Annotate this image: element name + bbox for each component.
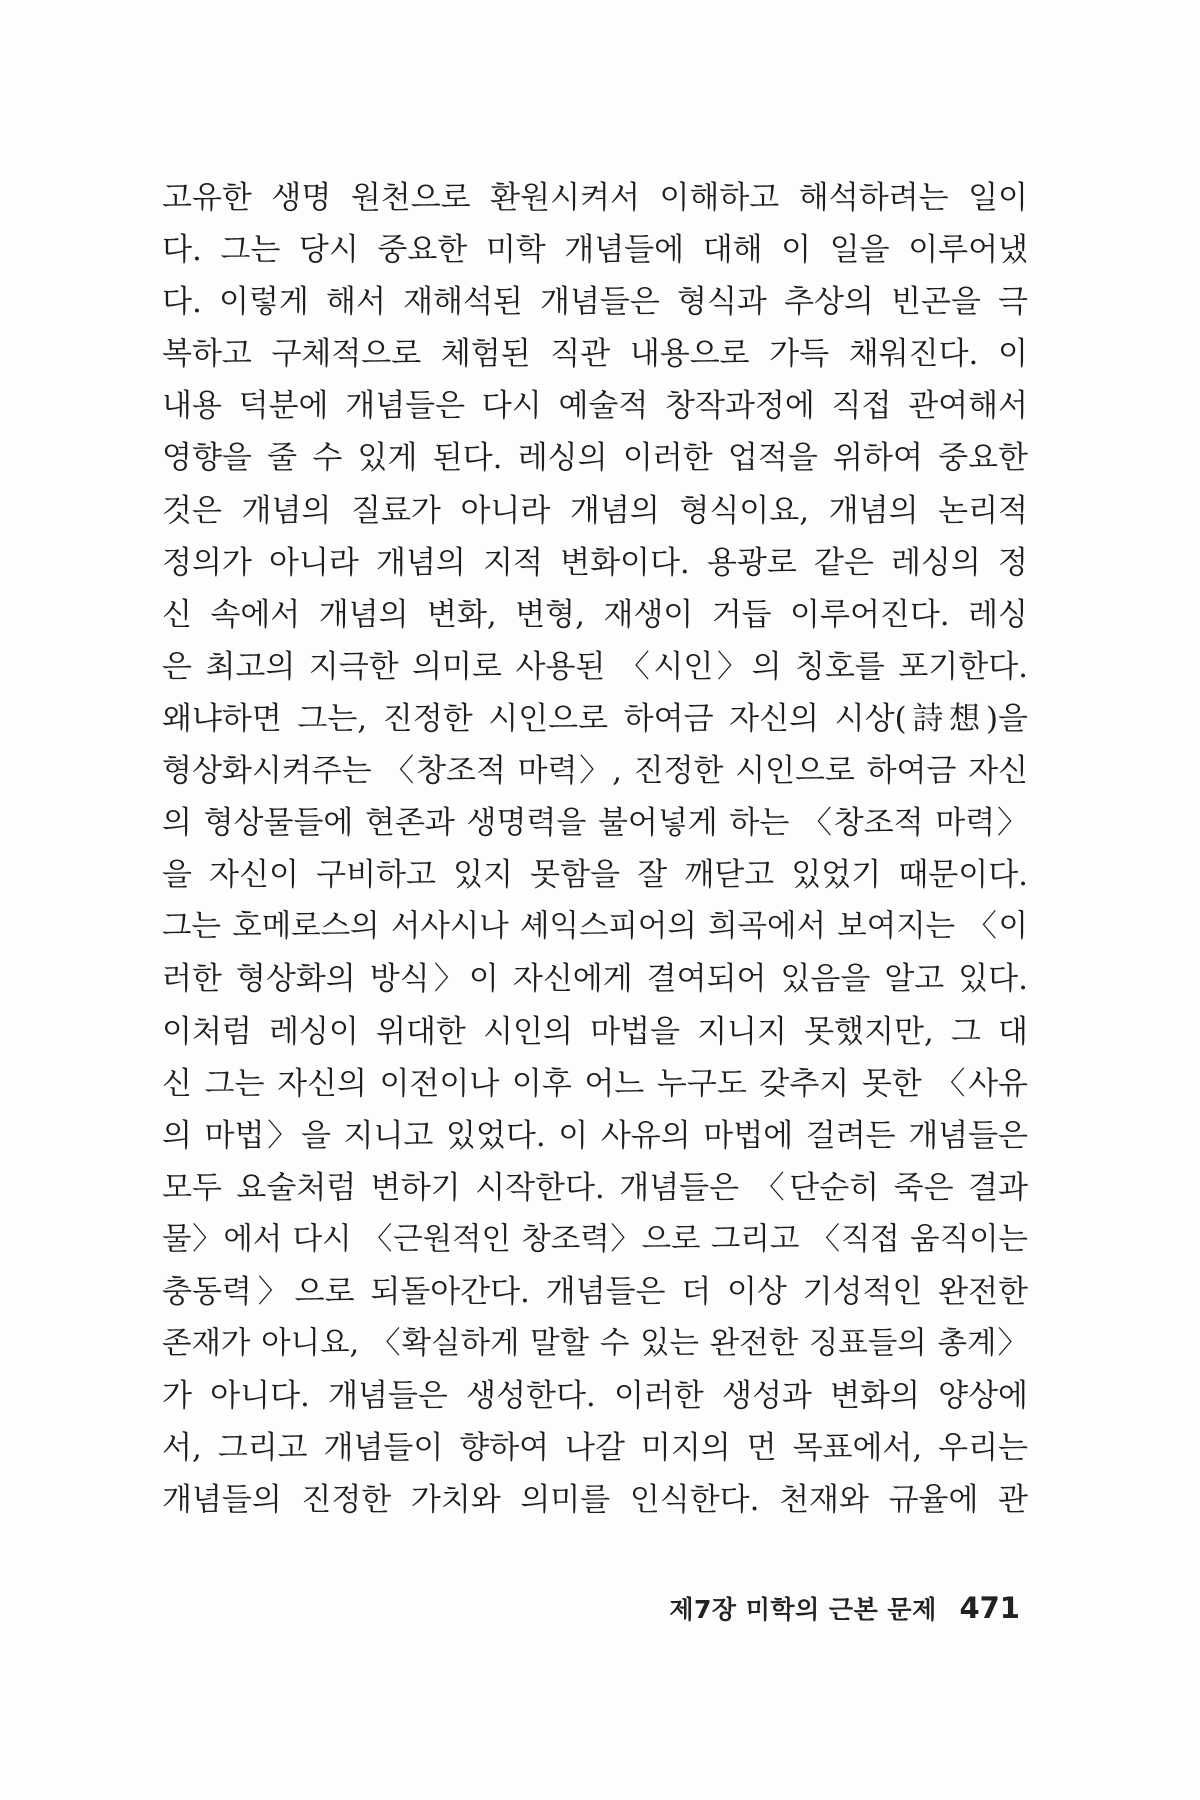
text-line: 왜냐하면 그는, 진정한 시인으로 하여금 자신의 시상(詩想)을 — [162, 700, 1028, 737]
text-line: 의 마법〉을 지니고 있었다. 이 사유의 마법에 걸려든 개념들은 — [162, 1117, 1028, 1154]
text-line: 존재가 아니요, 〈확실하게 말할 수 있는 완전한 징표들의 총계〉 — [162, 1326, 1028, 1362]
page-number: 471 — [959, 1591, 1020, 1625]
text-line: 그는 호메로스의 서사시나 셰익스피어의 희곡에서 보여지는 〈이 — [162, 909, 1028, 945]
text-line: 은 최고의 지극한 의미로 사용된 〈시인〉의 칭호를 포기한다. — [162, 648, 1028, 685]
text-line: 이처럼 레싱이 위대한 시인의 마법을 지니지 못했지만, 그 대 — [162, 1013, 1028, 1050]
text-line: 러한 형상화의 방식〉이 자신에게 결여되어 있음을 알고 있다. — [162, 961, 1028, 998]
chapter-title: 제7장 미학의 근본 문제 — [669, 1595, 937, 1624]
body-text — [162, 172, 1028, 1526]
text-line: 내용 덕분에 개념들은 다시 예술적 창작과정에 직접 관여해서 — [162, 388, 1028, 425]
text-line: 정의가 아니라 개념의 지적 변화이다. 용광로 같은 레싱의 정 — [162, 544, 1028, 581]
text-line: 의 형상물들에 현존과 생명력을 불어넣게 하는 〈창조적 마력〉 — [162, 805, 1028, 842]
text-line: 형상화시켜주는 〈창조적 마력〉, 진정한 시인으로 하여금 자신 — [162, 753, 1028, 790]
text-line: 을 자신이 구비하고 있지 못함을 잘 깨닫고 있었기 때문이다. — [162, 857, 1028, 894]
text-line: 복하고 구체적으로 체험된 직관 내용으로 가득 채워진다. 이 — [162, 336, 1028, 373]
text-line: 것은 개념의 질료가 아니라 개념의 형식이요, 개념의 논리적 — [162, 492, 1028, 529]
text-line: 신 속에서 개념의 변화, 변형, 재생이 거듭 이루어진다. 레싱 — [162, 596, 1028, 633]
text-line: 가 아니다. 개념들은 생성한다. 이러한 생성과 변화의 양상에 — [162, 1378, 1028, 1415]
text-line: 고유한 생명 원천으로 환원시켜서 이해하고 해석하려는 일이 — [162, 180, 1028, 216]
text-line: 다. 이렇게 해서 재해석된 개념들은 형식과 추상의 빈곤을 극 — [162, 284, 1028, 321]
text-line: 개념들의 진정한 가치와 의미를 인식한다. 천재와 규율에 관 — [162, 1482, 1028, 1519]
running-footer — [560, 1590, 1020, 1626]
text-line: 충동력〉으로 되돌아간다. 개념들은 더 이상 기성적인 완전한 — [162, 1273, 1028, 1310]
text-line: 신 그는 자신의 이전이나 이후 어느 누구도 갖추지 못한 〈사유 — [162, 1065, 1028, 1102]
text-line: 물〉에서 다시 〈근원적인 창조력〉으로 그리고 〈직접 움직이는 — [162, 1221, 1028, 1257]
text-line: 서, 그리고 개념들이 향하여 나갈 미지의 먼 목표에서, 우리는 — [162, 1430, 1028, 1467]
text-line: 영향을 줄 수 있게 된다. 레싱의 이러한 업적을 위하여 중요한 — [162, 440, 1028, 477]
text-line: 다. 그는 당시 중요한 미학 개념들에 대해 이 일을 이루어냈 — [162, 232, 1028, 269]
text-line: 모두 요술처럼 변하기 시작한다. 개념들은 〈단순히 죽은 결과 — [162, 1169, 1028, 1206]
